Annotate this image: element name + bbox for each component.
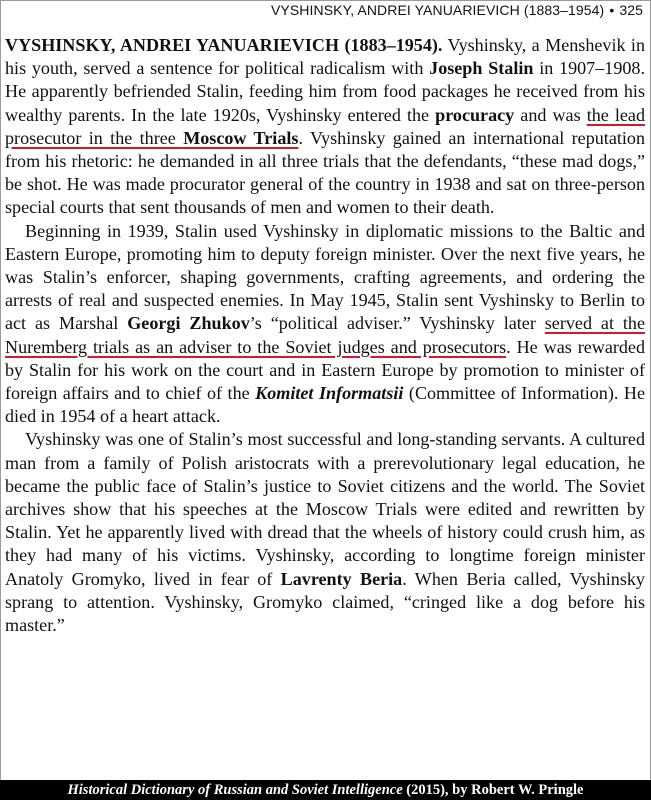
text-run: . He was rewarded by Stalin for his work on the court and in Eastern Europe by promotion to minister of foreign affairs and to chief of the <box>5 336 645 404</box>
source-details: (2015), by Robert W. Pringle <box>402 782 584 798</box>
cross-reference-italic: Komitet Informatsii <box>255 383 404 404</box>
running-head <box>0 2 643 18</box>
entry-paragraph-1 <box>5 34 645 220</box>
text-run: Beginning in 1939, Stalin used Vyshinsky in diplomatic missions to the Baltic and Eastern Europe, promoting him to deputy foreign minister. Over the next five years, he was Stalin’s enforcer, shaping governments, crafting agreements, and ordering the arrests of real and suspected enemies. In May 1945, Stalin sent Vyshinsky to Berlin to act as Marshal <box>5 220 645 334</box>
text-run: Vyshinsky was one of Stalin’s most successful and long-standing servants. A cultured man from a family of Polish aristocrats with a prerevolutionary legal education, he became the public face of Stalin’s justice to Soviet citizens and the world. The Soviet archives show that his speeches at the Moscow Trials were edited and rewritten by Stalin. Yet he apparently lived with dread that the wheels of history could crush him, as they had many of his victims. Vyshinsky, according to longtime foreign minister Anatoly Gromyko, lived in fear of <box>5 429 645 589</box>
cross-reference: Joseph Stalin <box>429 58 534 79</box>
cross-reference: procuracy <box>435 104 515 125</box>
source-caption <box>0 780 651 800</box>
text-run: Vyshinsky, a Menshevik in his youth, served a sentence for political radicalism with <box>5 35 645 79</box>
running-head-title: VYSHINSKY, ANDREI YANUARIEVICH (1883–1954) <box>270 2 605 18</box>
cross-reference: Georgi Zhukov <box>127 313 250 334</box>
dictionary-entry <box>5 34 645 637</box>
entry-paragraph-2 <box>5 220 645 429</box>
text-run: . Vyshinsky gained an international reputation from his rhetoric: he demanded in all three trials that the defendants, “these mad dogs,” be shot. He was made procurator general of the country in 1938 and sat on three-person special courts that sent thousands of men and women to their death. <box>5 127 646 218</box>
entry-paragraph-3 <box>5 428 645 637</box>
running-head-bullet: • <box>609 2 615 18</box>
page-number: 325 <box>619 2 643 18</box>
cross-reference: Lavrenty Beria <box>280 568 403 589</box>
source-title: Historical Dictionary of Russian and Soviet Intelligence <box>67 782 403 798</box>
text-run: . When Beria called, Vyshinsky sprang to attention. Vyshinsky, Gromyko claimed, “cringed like a dog before his master.” <box>5 568 645 636</box>
headword: VYSHINSKY, ANDREI YANUARIEVICH (1883–1954). <box>5 35 443 55</box>
text-run: in 1907–1908. He apparently befriended Stalin, feeding him from food packages he received from his wealthy parents. In the late 1920s, Vyshinsky entered the <box>5 58 645 125</box>
highlight-underline: served at the Nuremberg trials as an adviser to the Soviet judges and prosecutors <box>5 313 645 357</box>
text-run: ’s “political adviser.” Vyshinsky later <box>249 313 545 334</box>
highlighted-text: the lead prosecutor in the three <box>5 104 645 148</box>
text-run: (Committee of Information). He died in 1954 of a heart attack. <box>5 383 645 427</box>
cross-reference: Moscow Trials <box>183 127 299 148</box>
text-run: and was <box>514 104 587 125</box>
